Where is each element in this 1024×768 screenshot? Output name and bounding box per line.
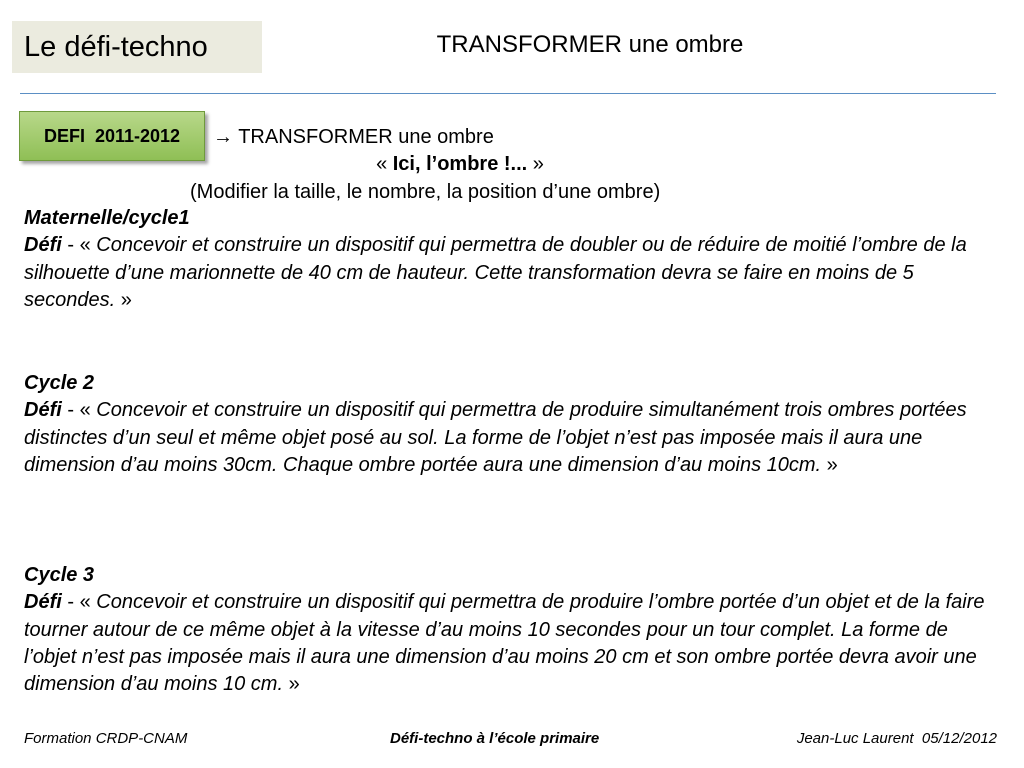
- defi-closing: »: [821, 453, 838, 476]
- section-body: [24, 589, 994, 698]
- defi-description: Concevoir et construire un dispositif qui permettra de produire l’ombre portée d’un objet et de la faire tourner autour de ce même objet à la vitesse d’au moins 10 secondes pour un tour complet. La forme de l’objet n’est pas imposée mais il aura une dimension d’au moins 20 cm et son ombre portée devra avoir une dimension d’au moins 10 cm.: [24, 591, 985, 696]
- motto-quote-close: »: [527, 153, 544, 175]
- defi-separator: - «: [61, 399, 97, 422]
- header-divider: [20, 93, 996, 94]
- defi-closing: »: [115, 288, 132, 311]
- section-cycle-3: [24, 562, 994, 698]
- challenge-motto: [300, 151, 620, 177]
- slide-title: TRANSFORMER une ombre: [436, 31, 744, 58]
- defi-label: Défi: [24, 591, 62, 614]
- defi-description: Concevoir et construire un dispositif qui permettra de produire simultanément trois ombres portées distinctes d’un seul et même objet posé au sol. La forme de l’objet n’est pas imposée mais il aura une dimension d’au moins 30cm. Chaque ombre portée aura une dimension d’au moins 10cm.: [24, 399, 967, 476]
- motto-text: Ici, l’ombre !...: [392, 153, 528, 175]
- footer-author-date: Jean-Luc Laurent 05/12/2012: [796, 730, 997, 747]
- challenge-theme-line: → TRANSFORMER une ombre: [213, 126, 494, 148]
- section-body: [24, 232, 994, 314]
- section-heading: Cycle 2: [24, 372, 95, 394]
- footer-organization: Formation CRDP-CNAM: [24, 730, 188, 747]
- challenge-subtitle: (Modifier la taille, le nombre, la position d’une ombre): [190, 181, 661, 203]
- defi-separator: - «: [61, 591, 97, 614]
- section-heading: Cycle 3: [24, 564, 95, 586]
- defi-closing: »: [283, 673, 300, 696]
- brand-title: Le défi-techno: [12, 21, 262, 73]
- footer-presentation-title: Défi-techno à l’école primaire: [390, 730, 600, 747]
- section-cycle-2: [24, 370, 994, 479]
- defi-label: Défi: [24, 234, 62, 257]
- section-maternelle: [24, 205, 994, 314]
- section-body: [24, 397, 994, 479]
- defi-year-badge: DEFI 2011-2012: [19, 111, 205, 161]
- defi-label: Défi: [24, 399, 62, 422]
- section-heading: Maternelle/cycle1: [24, 207, 190, 229]
- defi-description: Concevoir et construire un dispositif qui permettra de doubler ou de réduire de moitié l’ombre de la silhouette d’une marionnette de 40 cm de hauteur. Cette transformation devra se faire en moins de 5 secondes.: [24, 234, 967, 311]
- motto-quote-open: «: [376, 153, 393, 175]
- defi-separator: - «: [61, 234, 97, 257]
